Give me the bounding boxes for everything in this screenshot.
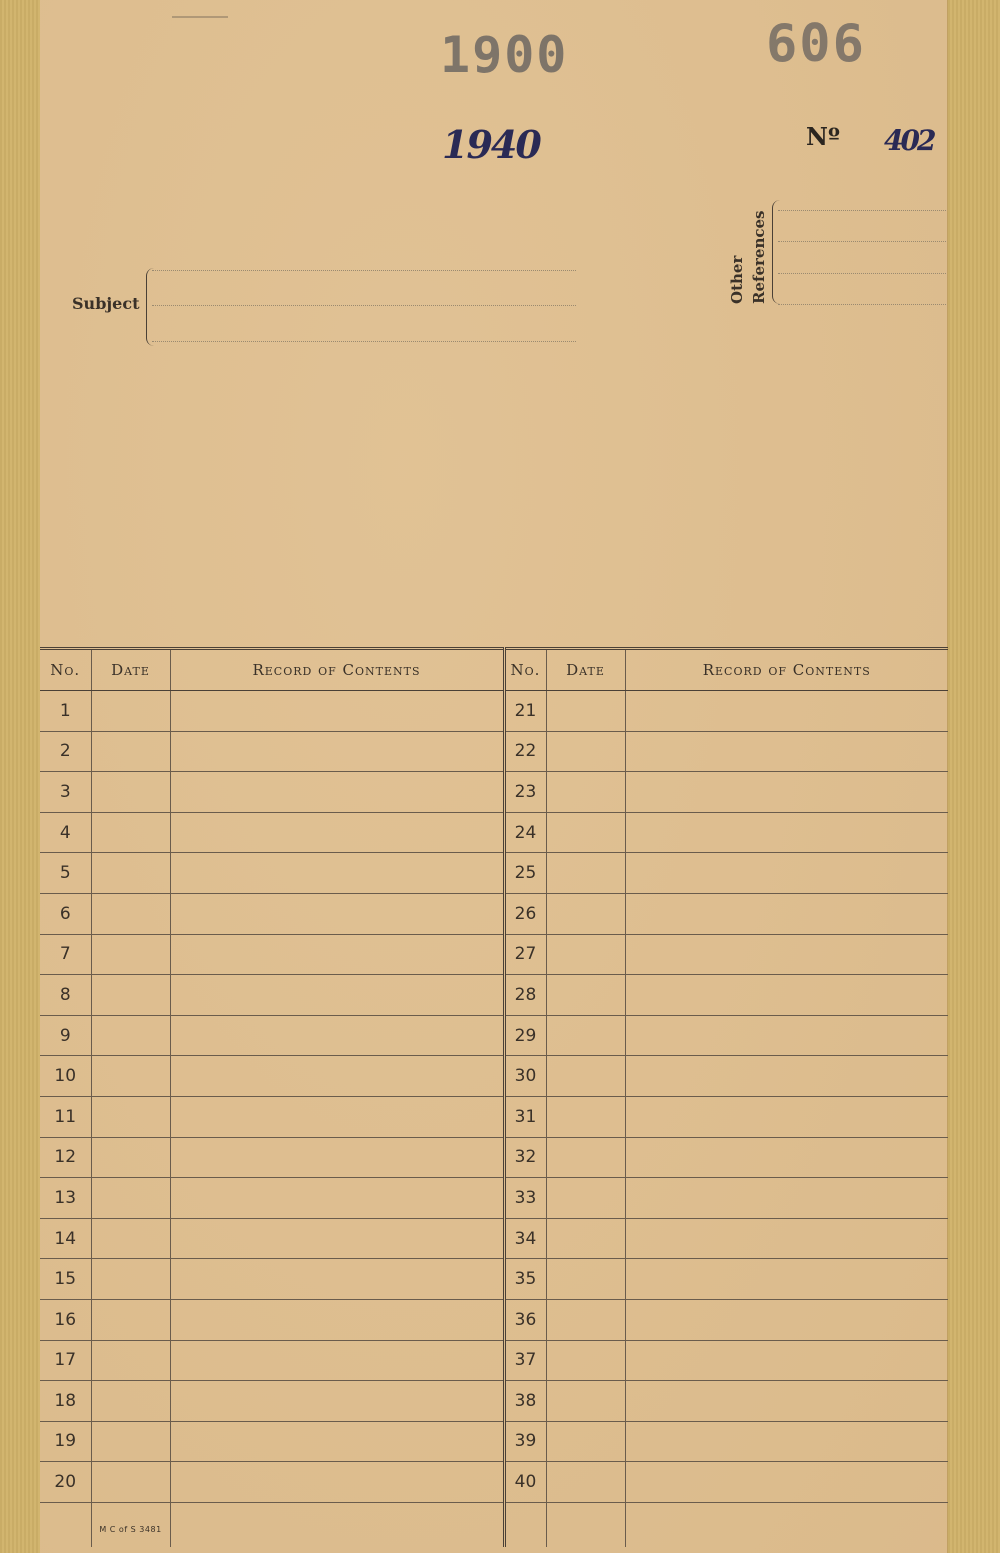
table-row — [40, 772, 948, 813]
record-cell[interactable] — [625, 1137, 948, 1178]
date-cell[interactable] — [546, 1178, 625, 1219]
table-row — [40, 1421, 948, 1462]
date-cell[interactable] — [546, 812, 625, 853]
record-cell[interactable] — [170, 1178, 504, 1219]
table-row — [40, 1096, 948, 1137]
record-cell[interactable] — [170, 731, 504, 772]
pencil-mark — [172, 16, 228, 18]
date-cell[interactable] — [546, 1381, 625, 1422]
row-number: 33 — [504, 1178, 546, 1219]
row-number: 20 — [40, 1462, 91, 1503]
handwritten-file-number: 402 — [884, 124, 934, 157]
date-cell[interactable] — [91, 1421, 170, 1462]
record-cell[interactable] — [625, 1178, 948, 1219]
row-number: 34 — [504, 1218, 546, 1259]
date-cell[interactable] — [91, 975, 170, 1016]
row-number: 35 — [504, 1259, 546, 1300]
date-cell[interactable] — [546, 934, 625, 975]
row-number: 29 — [504, 1015, 546, 1056]
date-cell[interactable] — [546, 691, 625, 732]
table-row — [40, 1259, 948, 1300]
row-number: 19 — [40, 1421, 91, 1462]
footer-cell — [504, 1502, 546, 1547]
record-cell[interactable] — [625, 812, 948, 853]
header-record-of-contents: Record of Contents — [170, 649, 504, 691]
date-cell[interactable] — [91, 1259, 170, 1300]
date-cell[interactable] — [546, 893, 625, 934]
record-cell[interactable] — [170, 1381, 504, 1422]
row-number: 12 — [40, 1137, 91, 1178]
reference-line[interactable] — [778, 241, 946, 242]
record-cell[interactable] — [625, 934, 948, 975]
row-number: 16 — [40, 1299, 91, 1340]
date-cell[interactable] — [546, 975, 625, 1016]
footer-cell — [91, 1502, 170, 1547]
footer-cell — [625, 1502, 948, 1547]
row-number: 37 — [504, 1340, 546, 1381]
row-number: 38 — [504, 1381, 546, 1422]
date-cell[interactable] — [546, 1218, 625, 1259]
record-cell[interactable] — [625, 691, 948, 732]
record-cell[interactable] — [625, 1259, 948, 1300]
date-cell[interactable] — [546, 853, 625, 894]
date-cell[interactable] — [546, 1299, 625, 1340]
record-cell[interactable] — [170, 1015, 504, 1056]
table-row — [40, 1137, 948, 1178]
footer-cell — [40, 1502, 91, 1547]
row-number: 11 — [40, 1096, 91, 1137]
row-number: 24 — [504, 812, 546, 853]
record-cell[interactable] — [170, 1421, 504, 1462]
row-number: 1 — [40, 691, 91, 732]
reference-line[interactable] — [778, 304, 946, 305]
table-footer-row — [40, 1502, 948, 1547]
date-cell[interactable] — [546, 1340, 625, 1381]
number-label: Nº — [806, 122, 840, 151]
row-number: 5 — [40, 853, 91, 894]
table-header-row — [40, 649, 948, 691]
record-cell[interactable] — [625, 1015, 948, 1056]
table-row — [40, 893, 948, 934]
date-cell[interactable] — [546, 1056, 625, 1097]
left-binding-strip — [0, 0, 41, 1553]
row-number: 40 — [504, 1462, 546, 1503]
subject-line[interactable] — [152, 305, 576, 306]
record-cell[interactable] — [170, 893, 504, 934]
date-cell[interactable] — [91, 731, 170, 772]
row-number: 3 — [40, 772, 91, 813]
date-cell[interactable] — [91, 1178, 170, 1219]
date-cell[interactable] — [91, 1462, 170, 1503]
row-number: 6 — [40, 893, 91, 934]
table-row — [40, 812, 948, 853]
record-cell[interactable] — [625, 731, 948, 772]
handwritten-year: 1940 — [442, 122, 540, 167]
row-number: 17 — [40, 1340, 91, 1381]
header-record-of-contents: Record of Contents — [625, 649, 948, 691]
row-number: 36 — [504, 1299, 546, 1340]
row-number: 30 — [504, 1056, 546, 1097]
date-cell[interactable] — [546, 731, 625, 772]
date-cell[interactable] — [91, 1096, 170, 1137]
row-number: 28 — [504, 975, 546, 1016]
table-row — [40, 934, 948, 975]
record-cell[interactable] — [625, 1096, 948, 1137]
date-cell[interactable] — [91, 1381, 170, 1422]
table-row — [40, 731, 948, 772]
table-row — [40, 691, 948, 732]
row-number: 32 — [504, 1137, 546, 1178]
row-number: 18 — [40, 1381, 91, 1422]
record-cell[interactable] — [170, 1340, 504, 1381]
table-row — [40, 1178, 948, 1219]
reference-line[interactable] — [778, 210, 946, 211]
stamped-year: 1900 — [440, 26, 569, 84]
table-row — [40, 1299, 948, 1340]
date-cell[interactable] — [91, 1015, 170, 1056]
footer-cell — [170, 1502, 504, 1547]
date-cell[interactable] — [91, 1340, 170, 1381]
table-row — [40, 853, 948, 894]
record-cell[interactable] — [625, 1218, 948, 1259]
row-number: 14 — [40, 1218, 91, 1259]
record-cell[interactable] — [170, 1056, 504, 1097]
subject-line[interactable] — [152, 270, 576, 271]
record-cell[interactable] — [625, 1340, 948, 1381]
table-row — [40, 1218, 948, 1259]
date-cell[interactable] — [546, 1462, 625, 1503]
subject-line[interactable] — [152, 341, 576, 342]
row-number: 10 — [40, 1056, 91, 1097]
row-number: 2 — [40, 731, 91, 772]
date-cell[interactable] — [91, 934, 170, 975]
right-binding-strip — [947, 0, 1000, 1553]
row-number: 15 — [40, 1259, 91, 1300]
record-cell[interactable] — [170, 934, 504, 975]
record-cell[interactable] — [625, 1381, 948, 1422]
record-of-contents-table — [40, 647, 948, 1547]
table-row — [40, 1381, 948, 1422]
row-number: 21 — [504, 691, 546, 732]
row-number: 31 — [504, 1096, 546, 1137]
record-cell[interactable] — [170, 1096, 504, 1137]
date-cell[interactable] — [546, 1259, 625, 1300]
record-cell[interactable] — [170, 691, 504, 732]
stamped-number: 606 — [766, 14, 866, 74]
record-cell[interactable] — [625, 853, 948, 894]
date-cell[interactable] — [91, 893, 170, 934]
other-references-brace — [772, 200, 781, 304]
record-cell[interactable] — [625, 1421, 948, 1462]
header-no: No. — [504, 649, 546, 691]
date-cell[interactable] — [91, 1299, 170, 1340]
header-date: Date — [546, 649, 625, 691]
row-number: 8 — [40, 975, 91, 1016]
record-cell[interactable] — [170, 772, 504, 813]
table-row — [40, 1462, 948, 1503]
date-cell[interactable] — [91, 853, 170, 894]
date-cell[interactable] — [91, 1137, 170, 1178]
table-row — [40, 1015, 948, 1056]
row-number: 25 — [504, 853, 546, 894]
record-cell[interactable] — [170, 1259, 504, 1300]
date-cell[interactable] — [546, 1421, 625, 1462]
date-cell[interactable] — [546, 1096, 625, 1137]
date-cell[interactable] — [91, 1056, 170, 1097]
record-cell[interactable] — [625, 772, 948, 813]
header-no: No. — [40, 649, 91, 691]
table-row — [40, 1056, 948, 1097]
other-references-label: Other References — [728, 210, 768, 304]
record-cell[interactable] — [170, 975, 504, 1016]
row-number: 4 — [40, 812, 91, 853]
date-cell[interactable] — [546, 772, 625, 813]
date-cell[interactable] — [91, 1218, 170, 1259]
table-row — [40, 975, 948, 1016]
record-cell[interactable] — [170, 812, 504, 853]
header-date: Date — [91, 649, 170, 691]
row-number: 9 — [40, 1015, 91, 1056]
record-cell[interactable] — [170, 1218, 504, 1259]
record-cell[interactable] — [625, 1462, 948, 1503]
reference-line[interactable] — [778, 273, 946, 274]
form-code: M C of S 3481 — [99, 1525, 162, 1535]
table-row — [40, 1340, 948, 1381]
footer-cell — [546, 1502, 625, 1547]
record-cell[interactable] — [170, 853, 504, 894]
record-cell[interactable] — [170, 1299, 504, 1340]
date-cell[interactable] — [91, 691, 170, 732]
subject-label: Subject — [72, 294, 140, 313]
subject-brace — [146, 268, 157, 346]
record-cell[interactable] — [625, 1056, 948, 1097]
date-cell[interactable] — [91, 772, 170, 813]
record-cell[interactable] — [625, 893, 948, 934]
row-number: 22 — [504, 731, 546, 772]
row-number: 23 — [504, 772, 546, 813]
row-number: 26 — [504, 893, 546, 934]
date-cell[interactable] — [546, 1015, 625, 1056]
record-cell[interactable] — [625, 975, 948, 1016]
record-cell[interactable] — [170, 1462, 504, 1503]
row-number: 27 — [504, 934, 546, 975]
record-cell[interactable] — [625, 1299, 948, 1340]
row-number: 7 — [40, 934, 91, 975]
date-cell[interactable] — [546, 1137, 625, 1178]
row-number: 39 — [504, 1421, 546, 1462]
row-number: 13 — [40, 1178, 91, 1219]
record-cell[interactable] — [170, 1137, 504, 1178]
date-cell[interactable] — [91, 812, 170, 853]
